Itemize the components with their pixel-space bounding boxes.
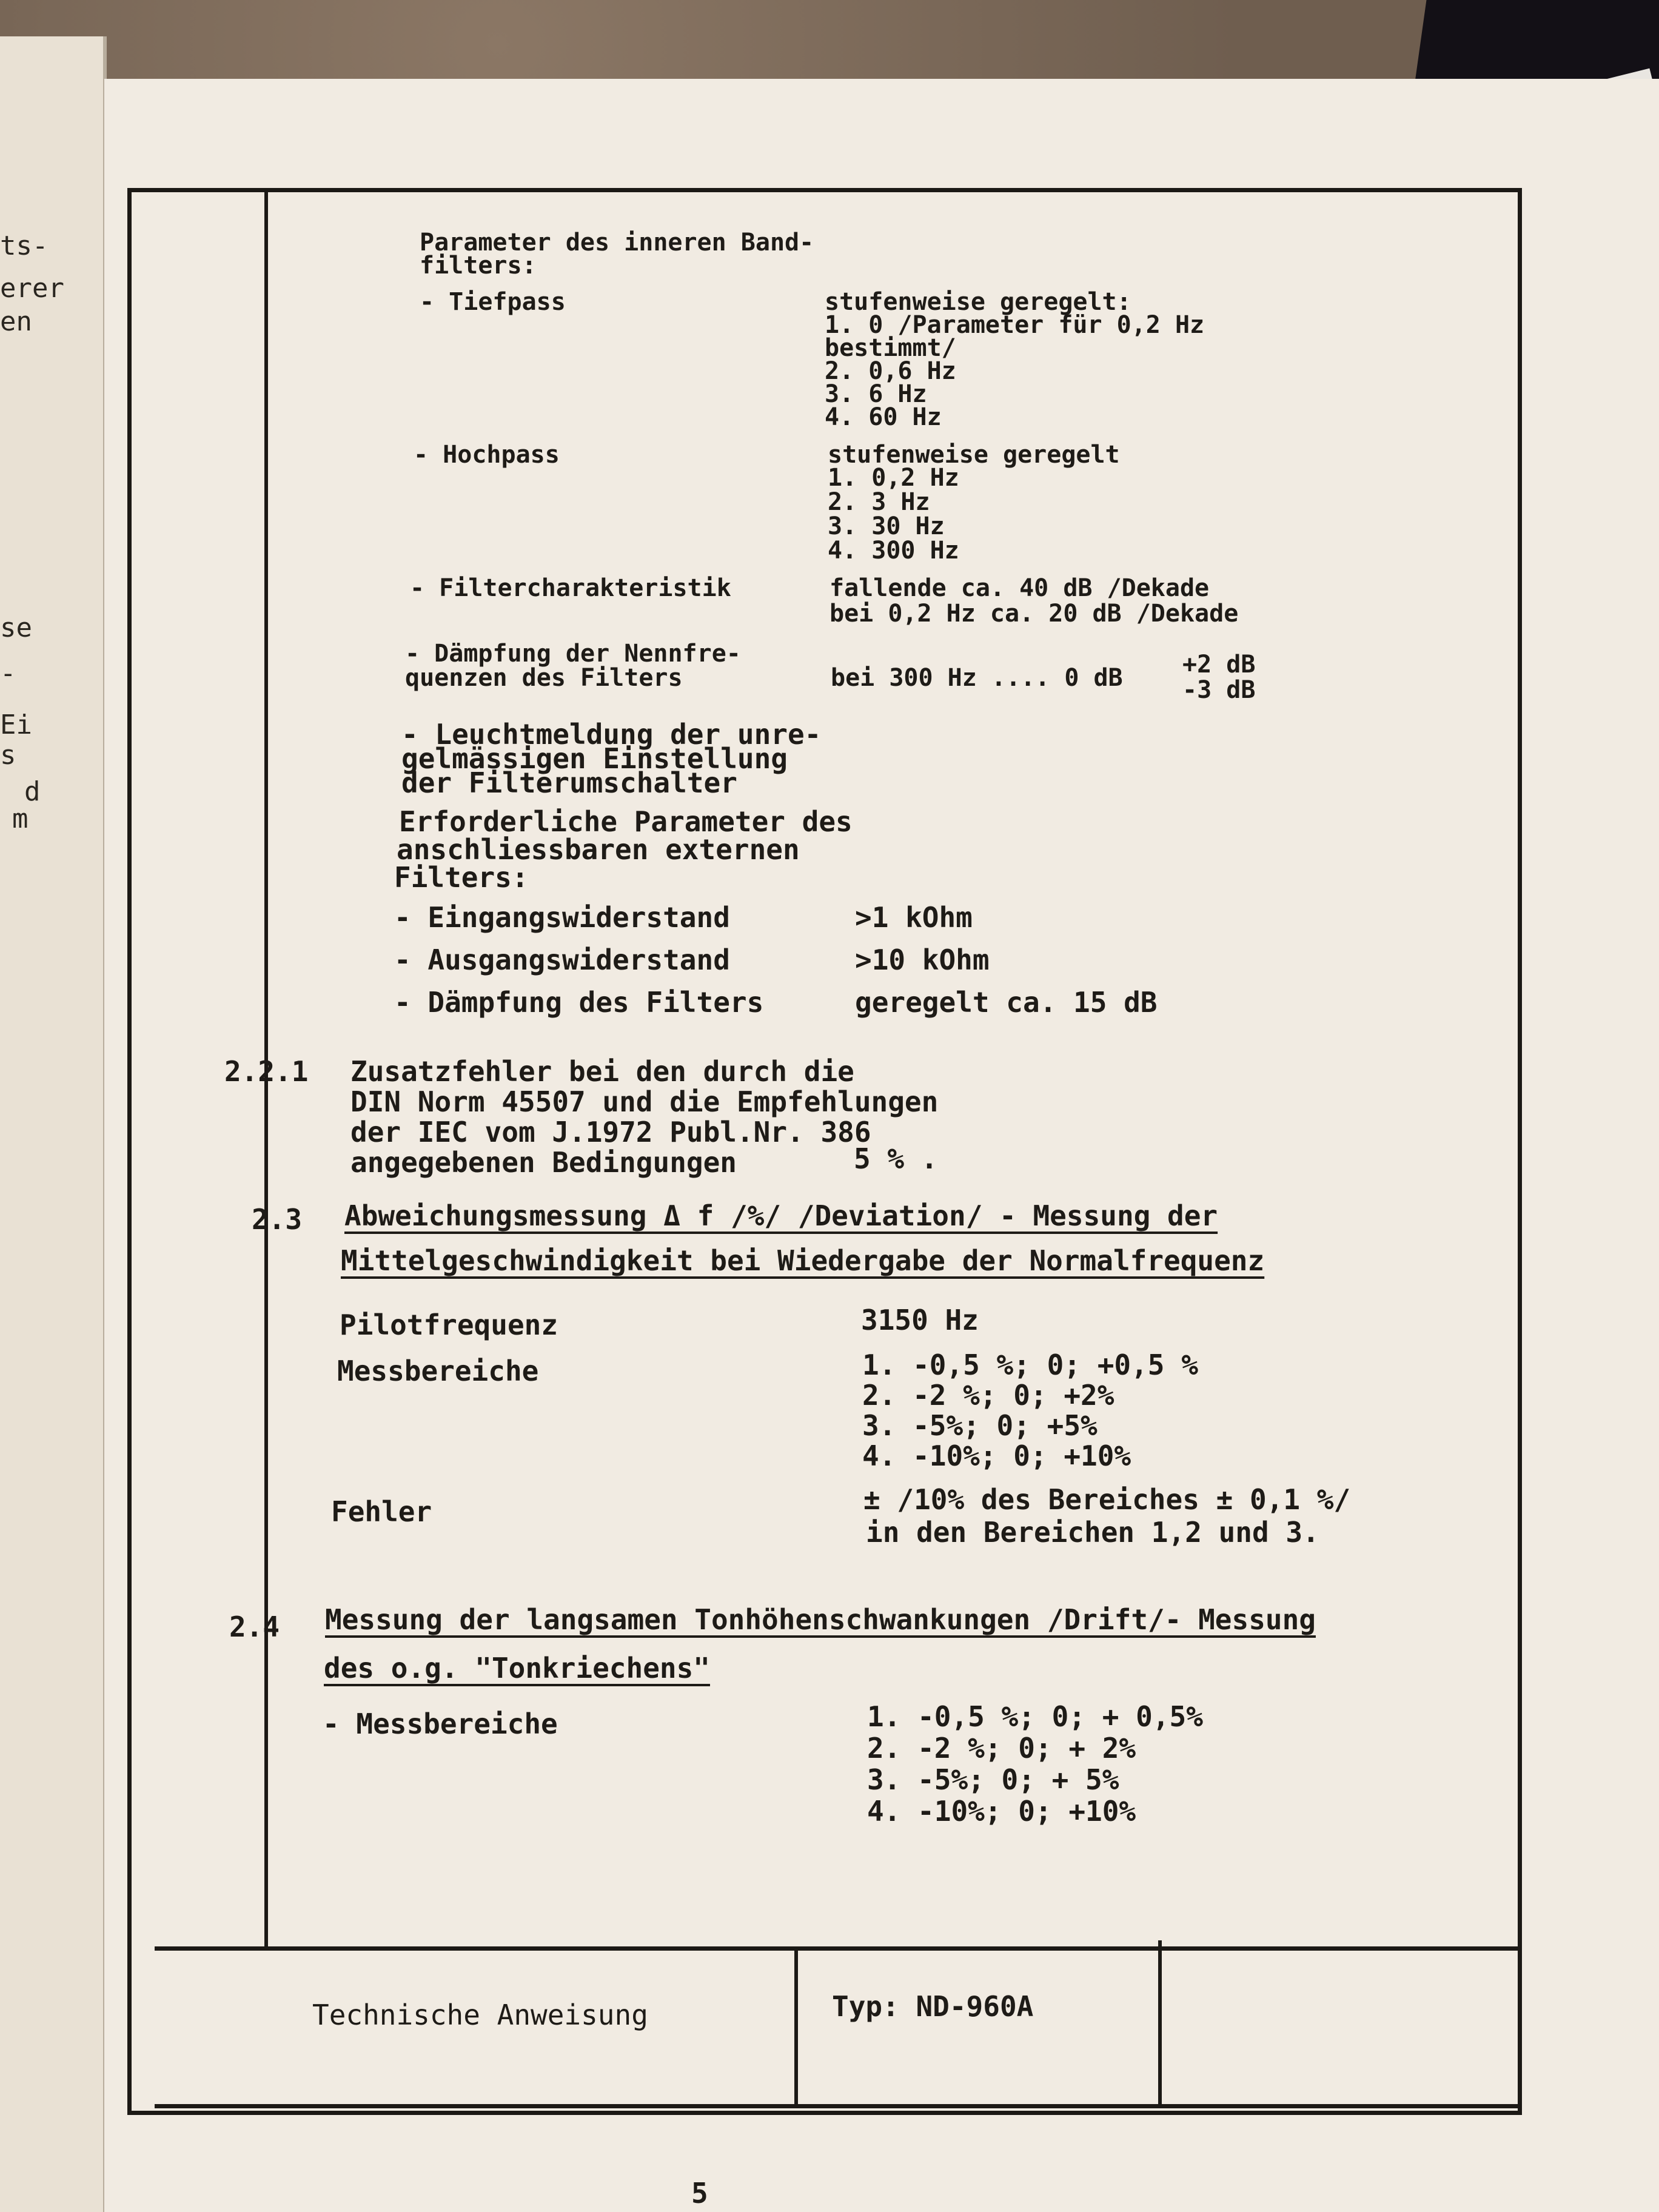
messbereiche-label: Messbereiche bbox=[337, 1355, 539, 1387]
daempfung-tolerance-plus: +2 dB bbox=[1182, 651, 1256, 679]
left-facing-page bbox=[0, 36, 107, 2212]
section-221-text: DIN Norm 45507 und die Empfehlungen bbox=[350, 1085, 939, 1118]
daempfung-label: - Dämpfung der Nennfre- bbox=[405, 640, 741, 668]
tiefpass-label: - Tiefpass bbox=[420, 288, 566, 316]
fehler-value: ± /10% des Bereiches ± 0,1 %/ bbox=[863, 1483, 1351, 1516]
messbereich-value: 1. -0,5 %; 0; +0,5 % bbox=[862, 1349, 1198, 1381]
fehler-label: Fehler bbox=[331, 1495, 432, 1528]
left-page-fragment: ts- bbox=[0, 230, 49, 261]
left-page-fragment: se bbox=[0, 612, 32, 643]
filtercharakteristik-label: - Filtercharakteristik bbox=[410, 574, 731, 602]
left-page-fragment: d bbox=[24, 776, 41, 807]
fehler-value: in den Bereichen 1,2 und 3. bbox=[866, 1516, 1319, 1549]
title-block-divider bbox=[1158, 1940, 1162, 2108]
leuchtmeldung-text: - Leuchtmeldung der unre- bbox=[401, 718, 822, 751]
left-page-fragment: s bbox=[0, 740, 16, 771]
title-block-document-type: Technische Anweisung bbox=[312, 1999, 648, 2031]
external-filter-heading: Filters: bbox=[394, 861, 529, 894]
eingangswiderstand-value: >1 kOhm bbox=[855, 901, 973, 934]
title-block-device-type: Typ: ND-960A bbox=[832, 1990, 1034, 2023]
messbereich-value: 4. -10%; 0; +10% bbox=[867, 1795, 1136, 1828]
ausgangswiderstand-label: - Ausgangswiderstand bbox=[394, 943, 730, 976]
hochpass-value: 3. 30 Hz bbox=[828, 512, 945, 540]
daempfung-value: bei 300 Hz .... 0 dB bbox=[831, 664, 1123, 692]
tiefpass-value: 3. 6 Hz bbox=[825, 380, 927, 408]
title-block-bottom-rule bbox=[155, 2104, 1519, 2108]
inner-filter-heading: Parameter des inneren Band- bbox=[420, 229, 814, 256]
page-number: 5 bbox=[691, 2177, 708, 2210]
left-page-fragment: erer bbox=[0, 273, 64, 304]
left-page-fragment: m bbox=[12, 803, 28, 834]
daempfung-tolerance-minus: -3 dB bbox=[1182, 676, 1256, 704]
messbereich-value: 3. -5%; 0; + 5% bbox=[867, 1763, 1119, 1796]
tiefpass-value: stufenweise geregelt: bbox=[825, 288, 1131, 316]
section-221-text: der IEC vom J.1972 Publ.Nr. 386 bbox=[350, 1116, 871, 1148]
page-frame bbox=[127, 188, 1522, 2115]
leuchtmeldung-text: gelmässigen Einstellung bbox=[401, 742, 788, 775]
section-number: 2.3 bbox=[252, 1203, 303, 1236]
section-221-value: 5 % . bbox=[854, 1142, 938, 1175]
messbereich-value: 3. -5%; 0; +5% bbox=[862, 1409, 1098, 1442]
section-24-title: Messung der langsamen Tonhöhenschwankungen /Drift/- Messung bbox=[325, 1603, 1316, 1636]
pilotfrequenz-value: 3150 Hz bbox=[861, 1304, 979, 1336]
section-221-text: angegebenen Bedingungen bbox=[350, 1146, 737, 1179]
tiefpass-value: bestimmt/ bbox=[825, 334, 956, 362]
section-23-title: Mittelgeschwindigkeit bei Wiedergabe der Normalfrequenz bbox=[341, 1244, 1265, 1277]
leuchtmeldung-text: der Filterumschalter bbox=[401, 766, 737, 799]
eingangswiderstand-label: - Eingangswiderstand bbox=[394, 901, 730, 934]
section-24-title: des o.g. "Tonkriechens" bbox=[324, 1652, 710, 1684]
left-page-fragment: Ei bbox=[0, 709, 32, 740]
external-filter-heading: anschliessbaren externen bbox=[397, 833, 800, 866]
filter-daempfung-value: geregelt ca. 15 dB bbox=[855, 986, 1158, 1019]
filtercharakteristik-value: fallende ca. 40 dB /Dekade bbox=[830, 574, 1210, 602]
messbereich-value: 2. -2 %; 0; + 2% bbox=[867, 1732, 1136, 1765]
messbereich-value: 1. -0,5 %; 0; + 0,5% bbox=[867, 1700, 1203, 1733]
left-page-fragment: en bbox=[0, 306, 32, 337]
ausgangswiderstand-value: >10 kOhm bbox=[855, 943, 990, 976]
title-block-top-rule bbox=[155, 1946, 1519, 1951]
tiefpass-value: 1. 0 /Parameter für 0,2 Hz bbox=[825, 311, 1205, 339]
pilotfrequenz-label: Pilotfrequenz bbox=[340, 1309, 558, 1341]
filtercharakteristik-value: bei 0,2 Hz ca. 20 dB /Dekade bbox=[830, 600, 1239, 628]
section-23-title: Abweichungsmessung Δ f /%/ /Deviation/ - Messung der bbox=[344, 1199, 1218, 1232]
hochpass-value: 2. 3 Hz bbox=[828, 488, 930, 516]
tiefpass-value: 2. 0,6 Hz bbox=[825, 357, 956, 385]
section-number: 2.4 bbox=[229, 1610, 280, 1643]
hochpass-label: - Hochpass bbox=[414, 441, 560, 469]
hochpass-value: 4. 300 Hz bbox=[828, 537, 959, 565]
hochpass-value: 1. 0,2 Hz bbox=[828, 464, 959, 492]
tiefpass-value: 4. 60 Hz bbox=[825, 403, 942, 431]
section-number: 2.2.1 bbox=[224, 1055, 309, 1088]
left-page-fragment: - bbox=[0, 658, 16, 689]
hochpass-value: stufenweise geregelt bbox=[828, 441, 1120, 469]
messbereiche-label: - Messbereiche bbox=[323, 1708, 558, 1740]
external-filter-heading: Erforderliche Parameter des bbox=[399, 805, 853, 838]
inner-filter-heading: filters: bbox=[420, 252, 537, 280]
daempfung-label: quenzen des Filters bbox=[405, 664, 683, 692]
title-block-divider bbox=[794, 1946, 798, 2108]
messbereich-value: 2. -2 %; 0; +2% bbox=[862, 1379, 1114, 1412]
messbereich-value: 4. -10%; 0; +10% bbox=[862, 1439, 1131, 1472]
section-221-text: Zusatzfehler bei den durch die bbox=[350, 1055, 854, 1088]
filter-daempfung-label: - Dämpfung des Filters bbox=[394, 986, 764, 1019]
